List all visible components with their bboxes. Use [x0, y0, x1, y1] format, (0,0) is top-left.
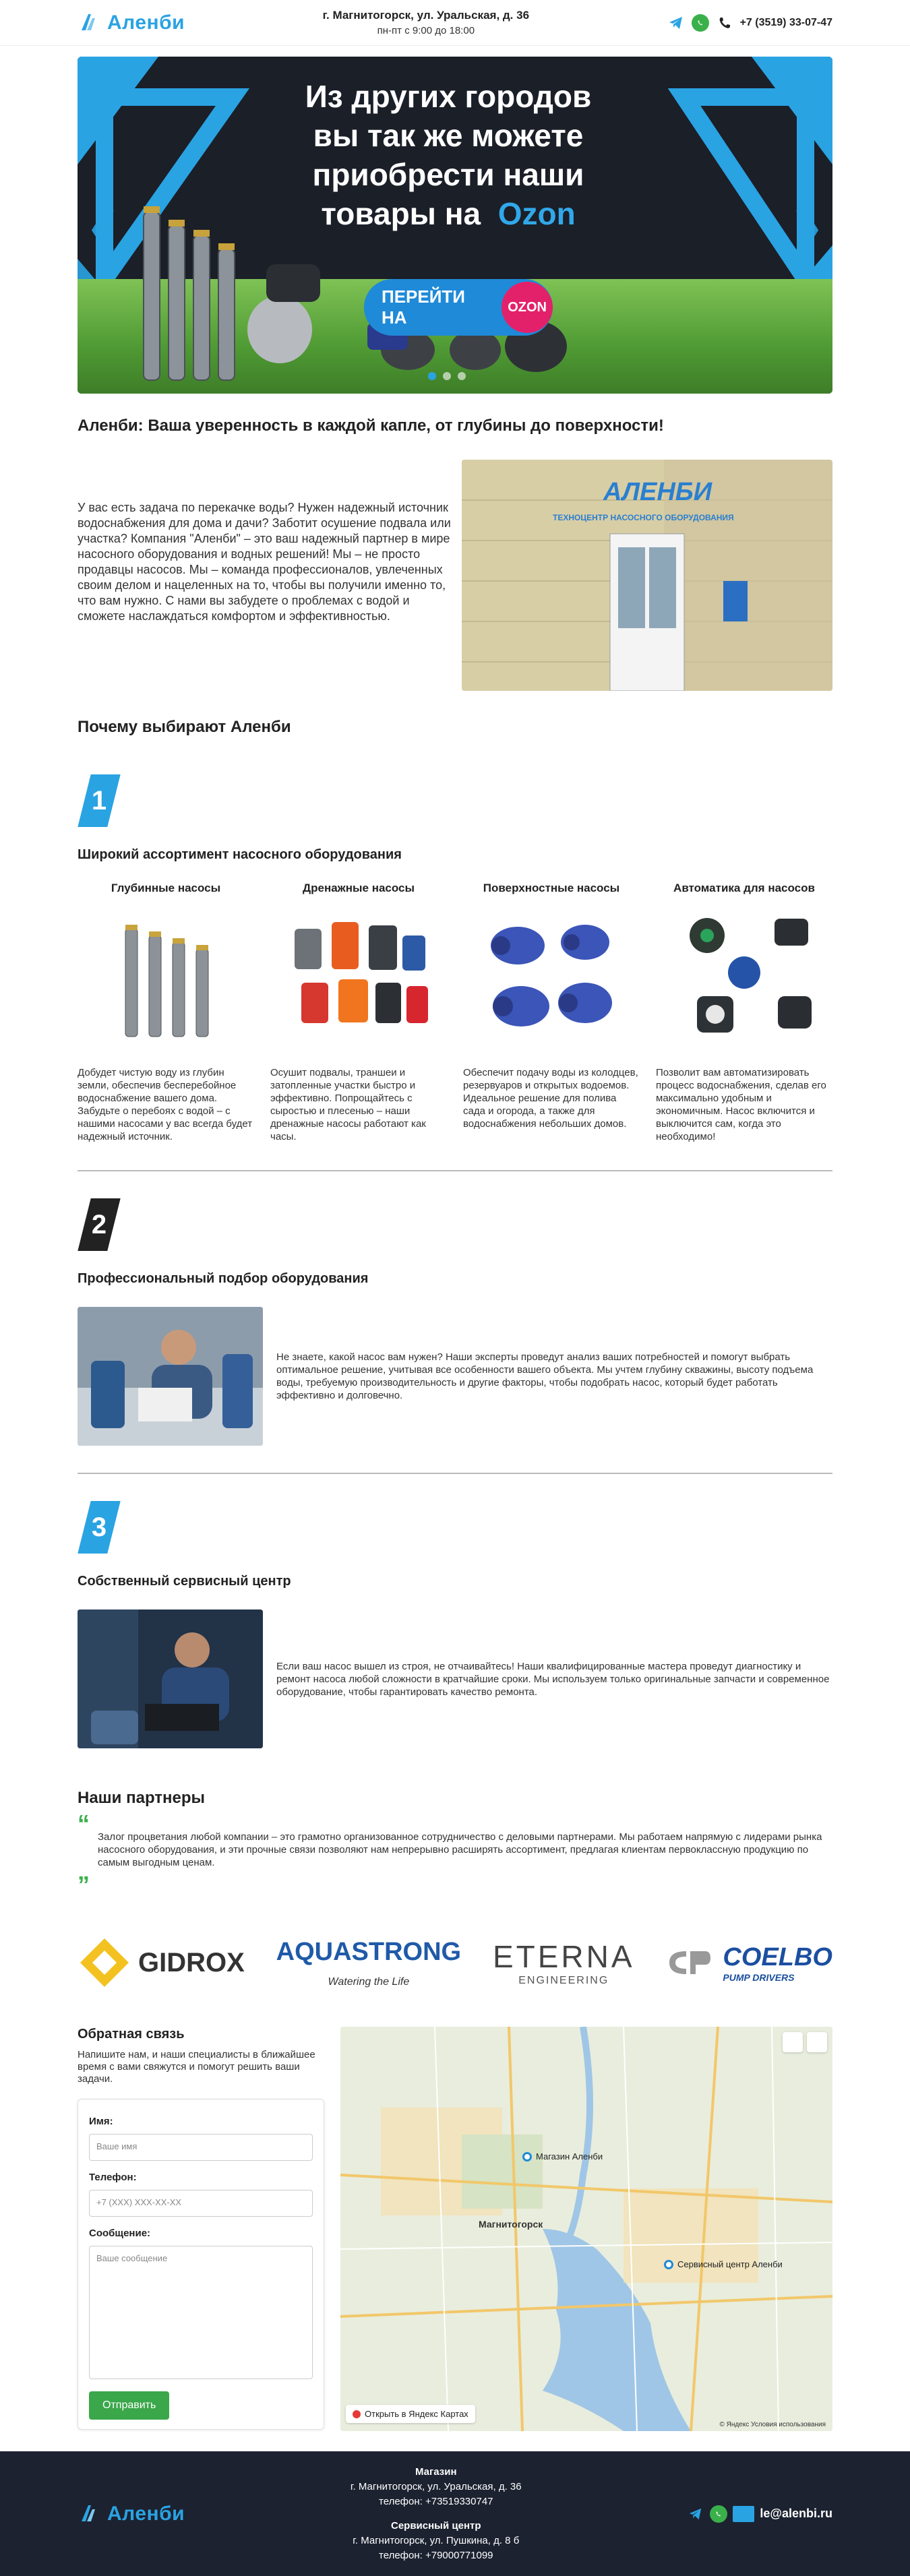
feature-row — [78, 1609, 832, 1748]
partner-logo-gidrox[interactable] — [78, 1936, 245, 1990]
banner-dot[interactable] — [443, 372, 451, 380]
logo-icon — [78, 11, 100, 34]
surface-pumps-graphic — [477, 909, 626, 1043]
storefront-image — [462, 460, 832, 691]
feature-number — [78, 774, 120, 827]
store-address: г. Магнитогорск, ул. Уральская, д. 36 — [350, 2480, 522, 2492]
whatsapp-icon[interactable] — [710, 2505, 727, 2523]
footer-addresses — [351, 2465, 522, 2563]
category-text: Обеспечит подачу воды из колодцев, резервуаров и открытых водоемов. Идеальное решение для полива сада и огорода, а также для водоснабжения небольших домов. — [463, 1067, 638, 1130]
category-title: Глубинные насосы — [111, 882, 221, 894]
banner-next-arrow[interactable]: ❯ — [791, 206, 823, 248]
category-list — [78, 882, 832, 1143]
category-card[interactable] — [270, 882, 447, 1143]
banner-title-line: вы так же можете — [313, 118, 584, 153]
partner-name: GIDROX — [138, 1947, 245, 1977]
partner-name: ETERNA — [492, 1939, 635, 1974]
surface-pumps-image — [463, 895, 640, 1057]
category-card[interactable] — [78, 882, 254, 1143]
category-card[interactable] — [656, 882, 832, 1143]
feature-title: Профессиональный подбор оборудования — [78, 1271, 369, 1286]
partner-sub: PUMP DRIVERS — [723, 1971, 795, 1983]
partner-logo-coelbo[interactable] — [666, 1943, 832, 1983]
telegram-icon[interactable] — [687, 2505, 704, 2523]
service-phone[interactable]: телефон: +79000771099 — [379, 2549, 493, 2561]
header-contacts — [667, 14, 832, 32]
category-text: Осушит подвалы, траншеи и затопленные участки быстро и эффективно. Попрощайтесь с сыростью и плесенью – наши дренажные насосы работают как часы. — [270, 1067, 426, 1142]
gidrox-icon — [78, 1936, 131, 1990]
feature-number-text: 3 — [91, 1512, 107, 1542]
automation-graphic — [670, 909, 818, 1043]
banner-title — [273, 77, 624, 233]
contact-section — [78, 2027, 832, 2431]
feedback-form — [78, 2099, 324, 2430]
ozon-badge: OZON — [502, 282, 553, 333]
header-address-block — [323, 9, 529, 36]
open-in-yandex-link[interactable] — [346, 2405, 475, 2423]
deep-pumps-graphic — [98, 909, 233, 1043]
map-marker-store[interactable] — [522, 2151, 603, 2161]
category-text: Позволит вам автоматизировать процесс водоснабжения, сделав его максимально удобным и экономичным. Насос включится и выключится сам, когда это необходимо! — [656, 1067, 826, 1142]
partner-logos — [78, 1926, 832, 2000]
partner-name: AQUASTRONG — [276, 1937, 462, 1966]
header-logo[interactable] — [78, 11, 185, 34]
feature-title: Собственный сервисный центр — [78, 1574, 291, 1589]
drainage-pumps-image — [270, 895, 447, 1057]
header-phone[interactable]: +7 (3519) 33-07-47 — [739, 16, 832, 28]
map-pin-icon — [522, 2152, 532, 2161]
category-title: Автоматика для насосов — [673, 882, 815, 894]
feature-number-text: 2 — [91, 1209, 107, 1239]
map-city-label: Магнитогорск — [479, 2219, 543, 2230]
logo-icon — [78, 2503, 100, 2525]
category-text: Добудет чистую воду из глубин земли, обеспечив бесперебойное водоснабжение вашего дома. Забудьте о перебоях с водой – с нашими насосами у вас всегда будет надежный источник. — [78, 1067, 253, 1142]
cta-label: ПЕРЕЙТИ НА — [382, 286, 465, 328]
site-footer — [0, 2451, 910, 2576]
message-input[interactable]: Ваше сообщение — [89, 2246, 313, 2379]
footer-email[interactable]: le@alenbi.ru — [760, 2507, 832, 2520]
open-link-label: Открыть в Яндекс Картах — [365, 2409, 468, 2419]
service-center-image — [78, 1609, 263, 1748]
consultant-image — [78, 1307, 263, 1446]
feedback-column — [78, 2027, 324, 2431]
whatsapp-icon[interactable] — [692, 14, 709, 32]
service-address: г. Магнитогорск, ул. Пушкина, д. 8 б — [353, 2534, 520, 2546]
banner-title-line — [273, 194, 624, 233]
feature-number-text: 1 — [91, 785, 107, 816]
category-title: Дренажные насосы — [303, 882, 415, 894]
partner-name: COELBO — [723, 1942, 832, 1971]
telegram-icon[interactable] — [667, 14, 685, 32]
store-title: Магазин — [415, 2465, 457, 2478]
footer-contacts — [687, 2505, 832, 2523]
map-ruler-icon[interactable] — [783, 2032, 803, 2052]
partner-logo-eterna[interactable] — [493, 1938, 635, 1987]
feature-title: Широкий ассортимент насосного оборудования — [78, 847, 402, 862]
name-label: Имя: — [89, 2116, 113, 2127]
logo-text: Аленби — [107, 11, 185, 34]
map-controls — [783, 2032, 827, 2052]
feedback-title: Обратная связь — [78, 2027, 185, 2042]
service-title: Сервисный центр — [391, 2519, 481, 2532]
store-sign: АЛЕНБИ — [603, 478, 712, 506]
map-pin-icon — [664, 2260, 673, 2269]
partners-text: Залог процветания любой компании – это грамотно организованное сотрудничество с деловыми партнерами. Мы работаем напрямую с лидерами рынка насосного оборудования, и эти прочные связи позволяют нам непрерывно расширять ассортимент, предлагая клиентам первоклассную продукцию по самым выгодным ценам. — [98, 1831, 822, 1868]
logo-text: Аленби — [107, 2502, 185, 2525]
why-title: Почему выбирают Аленби — [78, 718, 291, 736]
yandex-map[interactable] — [340, 2027, 832, 2431]
section-divider — [78, 1473, 832, 1474]
section-divider — [78, 1170, 832, 1171]
consultant-photo — [78, 1307, 263, 1446]
about-section — [78, 460, 832, 691]
map-copyright: © Яндекс Условия использования — [719, 2421, 826, 2428]
store-phone[interactable]: телефон: +73519330747 — [379, 2495, 493, 2507]
message-label: Сообщение: — [89, 2228, 151, 2239]
marker-label: Сервисный центр Аленби — [677, 2259, 783, 2269]
footer-logo[interactable] — [78, 2503, 185, 2525]
banner-title-brand: Ozon — [497, 196, 576, 231]
service-center-photo — [78, 1609, 263, 1748]
quote-open-icon: “ — [78, 1810, 90, 1837]
promo-banner[interactable] — [78, 57, 832, 394]
ozon-cta-button[interactable] — [364, 279, 553, 336]
partner-logo-aquastrong[interactable] — [276, 1938, 461, 1988]
feature-number — [78, 1198, 120, 1251]
category-title: Поверхностные насосы — [483, 882, 620, 894]
feature-text: Если ваш насос вышел из строя, не отчаивайтесь! Наши квалифицированные мастера проведут диагностику и ремонт насоса любой сложности в кратчайшие сроки. Мы используем только оригинальные запчасти и современное оборудование, чтобы гарантировать качество ремонта. — [276, 1660, 830, 1698]
about-title: Аленби: Ваша уверенность в каждой капле, от глубины до поверхности! — [78, 417, 664, 435]
map-graphic — [340, 2027, 832, 2431]
category-card[interactable] — [463, 882, 640, 1143]
banner-prev-arrow[interactable]: ❮ — [87, 206, 119, 248]
name-input[interactable]: Ваше имя — [89, 2134, 313, 2161]
phone-input[interactable]: +7 (XXX) XXX-XX-XX — [89, 2190, 313, 2217]
storefront-photo — [462, 460, 832, 691]
quote-close-icon: ” — [78, 1871, 90, 1899]
banner-dots — [428, 372, 466, 380]
header-address: г. Магнитогорск, ул. Уральская, д. 36 — [322, 9, 530, 22]
banner-dot[interactable] — [428, 372, 436, 380]
feedback-subtitle: Напишите нам, и наши специалисты в ближайшее время с вами свяжутся и помогут решить ваши задачи. — [78, 2049, 315, 2085]
mail-icon[interactable] — [733, 2506, 754, 2522]
phone-label: Телефон: — [89, 2172, 137, 2183]
deep-pumps-image — [78, 895, 254, 1057]
map-marker-service[interactable] — [664, 2259, 783, 2269]
submit-button[interactable]: Отправить — [89, 2391, 169, 2420]
coelbo-icon — [666, 1946, 713, 1980]
store-sign-sub: ТЕХНОЦЕНТР НАСОСНОГО ОБОРУДОВАНИЯ — [553, 513, 734, 522]
feature-number — [78, 1501, 120, 1554]
pump-automation-image — [656, 895, 832, 1057]
map-traffic-icon[interactable] — [807, 2032, 827, 2052]
header-hours: пн-пт с 9:00 до 18:00 — [377, 25, 475, 36]
banner-title-line: приобрести наши — [312, 157, 584, 192]
marker-label: Магазин Аленби — [536, 2151, 603, 2161]
site-header — [0, 0, 910, 46]
drainage-pumps-graphic — [281, 909, 436, 1043]
partner-tagline: Watering the Life — [328, 1975, 410, 1988]
partners-title: Наши партнеры — [78, 1789, 206, 1807]
banner-dot[interactable] — [458, 372, 466, 380]
banner-title-prefix: товары на — [321, 196, 481, 231]
about-text: У вас есть задача по перекачке воды? Нужен надежный источник водоснабжения для дома и дачи? Заботит осушение подвала или участка? Компания "Аленби" – это ваш надежный партнер в мире насосного оборудования и водных решений! Мы – не просто продавцы насосов. Мы – команда профессионалов, увлеченных своим делом и нацеленных на то, чтобы вы получили именно то, что вам нужно. С нами вы забудете о проблемах с водой и сможете наслаждаться комфортом и эффективностью. — [78, 501, 451, 623]
yandex-pin-icon — [353, 2410, 361, 2418]
feature-row — [78, 1307, 832, 1446]
partner-sub: ENGINEERING — [518, 1975, 609, 1986]
banner-title-line: Из других городов — [305, 79, 592, 114]
feature-text: Не знаете, какой насос вам нужен? Наши эксперты проведут анализ ваших потребностей и помогут выбрать оптимальное решение, учитывая все особенности вашего объекта. Мы учтем глубину скважины, высоту подъема воды, требуемую производительность и другие факторы, чтобы подобрать насос, который будет работать эффективно и долговечно. — [276, 1351, 814, 1401]
phone-icon[interactable] — [716, 14, 733, 32]
